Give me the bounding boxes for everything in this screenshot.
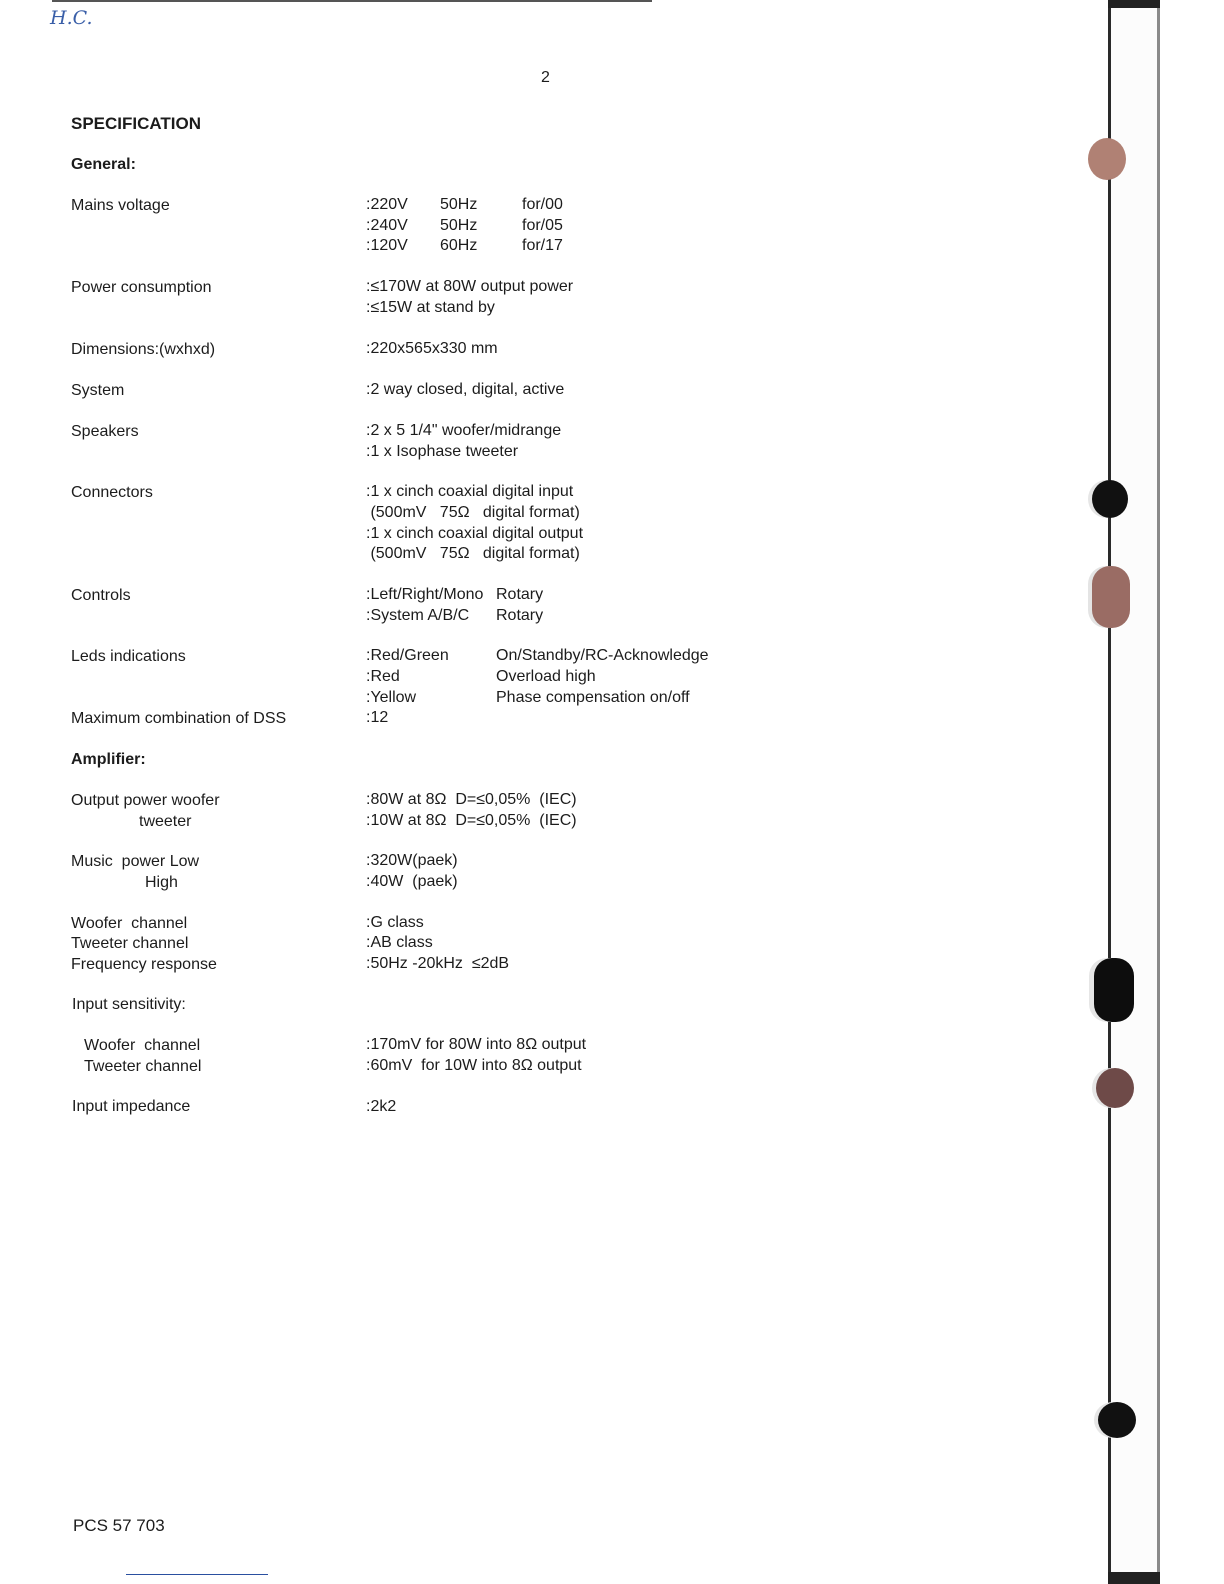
connectors-label: Connectors xyxy=(71,484,153,501)
power-consumption-value: :≤170W at 80W output power xyxy=(366,278,574,295)
mains-frequency: 50Hz xyxy=(440,196,478,213)
top-edge-line xyxy=(52,0,652,2)
connectors-value: :1 x cinch coaxial digital input xyxy=(366,483,574,500)
output-power-label: Output power woofer xyxy=(71,792,220,809)
music-power-value: :320W(paek) xyxy=(366,852,458,869)
punch-hole xyxy=(1092,480,1128,518)
general-heading: General: xyxy=(71,156,136,173)
music-power-value: :40W (paek) xyxy=(366,873,458,890)
output-power-sublabel: tweeter xyxy=(139,813,192,830)
binder-strip-bottom xyxy=(1108,1572,1160,1584)
system-value: :2 way closed, digital, active xyxy=(366,381,565,398)
max-combination-label: Maximum combination of DSS xyxy=(71,710,287,727)
speakers-label: Speakers xyxy=(71,423,139,440)
speakers-value: :2 x 5 1/4" woofer/midrange xyxy=(366,422,562,439)
max-combination-value: :12 xyxy=(366,709,389,726)
frequency-response-label: Frequency response xyxy=(71,956,217,973)
connectors-value: :1 x cinch coaxial digital output xyxy=(366,525,584,542)
footer-document-code: PCS 57 703 xyxy=(73,1516,165,1535)
leds-label: Leds indications xyxy=(71,648,186,665)
led-meaning: Overload high xyxy=(496,668,596,685)
tweeter-channel-label: Tweeter channel xyxy=(71,935,189,952)
input-sensitivity-woofer-label: Woofer channel xyxy=(84,1037,201,1054)
mains-voltage-value: :240V xyxy=(366,217,408,234)
connectors-value: (500mV 75Ω digital format) xyxy=(366,504,580,521)
mains-frequency: 60Hz xyxy=(440,237,478,254)
tweeter-channel-value: :AB class xyxy=(366,934,433,951)
punch-hole xyxy=(1096,1068,1134,1108)
dimensions-value: :220x565x330 mm xyxy=(366,340,498,357)
mains-voltage-value: :120V xyxy=(366,237,408,254)
footer-underline xyxy=(126,1574,268,1575)
music-power-label: Music power Low xyxy=(71,853,200,870)
speakers-value: :1 x Isophase tweeter xyxy=(366,443,519,460)
mains-voltage-value: :220V xyxy=(366,196,408,213)
system-label: System xyxy=(71,382,125,399)
mains-version: for/17 xyxy=(522,237,563,254)
input-sensitivity-label: Input sensitivity: xyxy=(72,996,186,1013)
led-meaning: Phase compensation on/off xyxy=(496,689,690,706)
power-consumption-value: :≤15W at stand by xyxy=(366,299,495,316)
led-color: :Yellow xyxy=(366,689,417,706)
punch-hole xyxy=(1088,138,1126,180)
page-title: SPECIFICATION xyxy=(71,114,202,133)
handwritten-note: H.C. xyxy=(50,7,93,29)
dimensions-label: Dimensions:(wxhxd) xyxy=(71,341,216,358)
binder-strip-top xyxy=(1108,0,1160,8)
music-power-sublabel: High xyxy=(145,874,178,891)
power-consumption-label: Power consumption xyxy=(71,279,212,296)
mains-version: for/05 xyxy=(522,217,563,234)
woofer-channel-value: :G class xyxy=(366,914,424,931)
output-power-value: :80W at 8Ω D=≤0,05% (IEC) xyxy=(366,791,577,808)
punch-hole xyxy=(1092,566,1130,628)
mains-version: for/00 xyxy=(522,196,563,213)
led-color: :Red xyxy=(366,668,400,685)
punch-hole xyxy=(1098,1402,1136,1438)
frequency-response-value: :50Hz -20kHz ≤2dB xyxy=(366,955,510,972)
input-impedance-value: :2k2 xyxy=(366,1098,397,1115)
output-power-value: :10W at 8Ω D=≤0,05% (IEC) xyxy=(366,812,577,829)
amplifier-heading: Amplifier: xyxy=(71,751,146,768)
control-type: Rotary xyxy=(496,586,544,603)
input-impedance-label: Input impedance xyxy=(72,1098,191,1115)
connectors-value: (500mV 75Ω digital format) xyxy=(366,545,580,562)
mains-frequency: 50Hz xyxy=(440,217,478,234)
binder-strip xyxy=(1108,0,1160,1584)
control-type: Rotary xyxy=(496,607,544,624)
punch-hole xyxy=(1094,958,1134,1022)
page-number: 2 xyxy=(541,69,550,86)
control-item: :Left/Right/Mono xyxy=(366,586,484,603)
controls-label: Controls xyxy=(71,587,131,604)
input-sensitivity-tweeter-value: :60mV for 10W into 8Ω output xyxy=(366,1057,582,1074)
woofer-channel-label: Woofer channel xyxy=(71,915,188,932)
input-sensitivity-woofer-value: :170mV for 80W into 8Ω output xyxy=(366,1036,587,1053)
control-item: :System A/B/C xyxy=(366,607,470,624)
input-sensitivity-tweeter-label: Tweeter channel xyxy=(84,1058,202,1075)
mains-voltage-label: Mains voltage xyxy=(71,197,170,214)
led-meaning: On/Standby/RC-Acknowledge xyxy=(496,647,709,664)
led-color: :Red/Green xyxy=(366,647,449,664)
